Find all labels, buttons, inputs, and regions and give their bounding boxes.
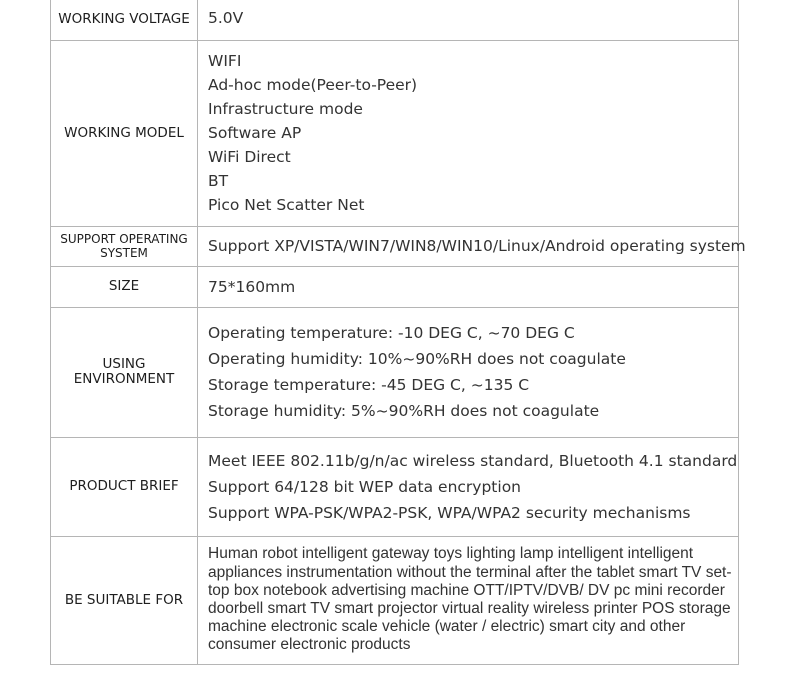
label-working-voltage: WORKING VOLTAGE	[51, 0, 198, 40]
row-working-model	[51, 40, 739, 226]
size-text: 75*160mm	[208, 277, 296, 296]
working-voltage-text: 5.0V	[208, 9, 244, 27]
label-using-environment: USING ENVIRONMENT	[51, 307, 198, 437]
working-model-item: Infrastructure mode	[208, 100, 363, 118]
label-size: SIZE	[51, 266, 198, 307]
value-suitable-for: Human robot intelligent gateway toys lighting lamp intelligent intelligent appliances instrumentation without the terminal after the tablet smart TV set-top box notebook advertising machine OTT/IPTV/DVB/ DV pc mini recorder doorbell smart TV smart projector virtual reality wireless printer POS storage machine electronic scale vehicle (water / electric) smart city and other consumer electronic products	[198, 536, 739, 664]
row-suitable-for	[51, 536, 739, 664]
working-model-item: BT	[208, 172, 229, 190]
spec-table	[50, 0, 746, 665]
brief-item: Support WPA-PSK/WPA2-PSK, WPA/WPA2 security mechanisms	[208, 503, 691, 522]
value-size	[198, 266, 739, 307]
working-model-item: Pico Net Scatter Net	[208, 196, 365, 214]
row-size	[51, 266, 739, 307]
environment-item: Operating humidity: 10%~90%RH does not coagulate	[208, 350, 626, 368]
value-working-model	[198, 40, 739, 226]
environment-item: Storage temperature: -45 DEG C, ~135 C	[208, 376, 530, 394]
value-product-brief	[198, 437, 739, 536]
row-product-brief	[51, 437, 739, 536]
value-using-environment	[198, 307, 739, 437]
row-support-os	[51, 226, 739, 266]
environment-item: Storage humidity: 5%~90%RH does not coagulate	[208, 402, 600, 420]
value-working-voltage	[198, 0, 739, 40]
row-using-environment	[51, 307, 739, 437]
row-working-voltage	[51, 0, 739, 40]
label-suitable-for: BE SUITABLE FOR	[51, 536, 198, 664]
working-model-item: Ad-hoc mode(Peer-to-Peer)	[208, 76, 418, 94]
label-support-os: SUPPORT OPERATING SYSTEM	[51, 226, 198, 266]
working-model-item: Software AP	[208, 124, 302, 142]
label-working-model: WORKING MODEL	[51, 40, 198, 226]
value-support-os	[198, 226, 746, 266]
brief-item: Meet IEEE 802.11b/g/n/ac wireless standard, Bluetooth 4.1 standard	[208, 451, 738, 470]
working-model-item: WIFI	[208, 52, 242, 70]
brief-item: Support 64/128 bit WEP data encryption	[208, 477, 521, 496]
label-product-brief: PRODUCT BRIEF	[51, 437, 198, 536]
environment-item: Operating temperature: -10 DEG C, ~70 DEG C	[208, 324, 575, 342]
working-model-item: WiFi Direct	[208, 148, 291, 166]
support-os-text: Support XP/VISTA/WIN7/WIN8/WIN10/Linux/Android operating system	[208, 237, 746, 255]
